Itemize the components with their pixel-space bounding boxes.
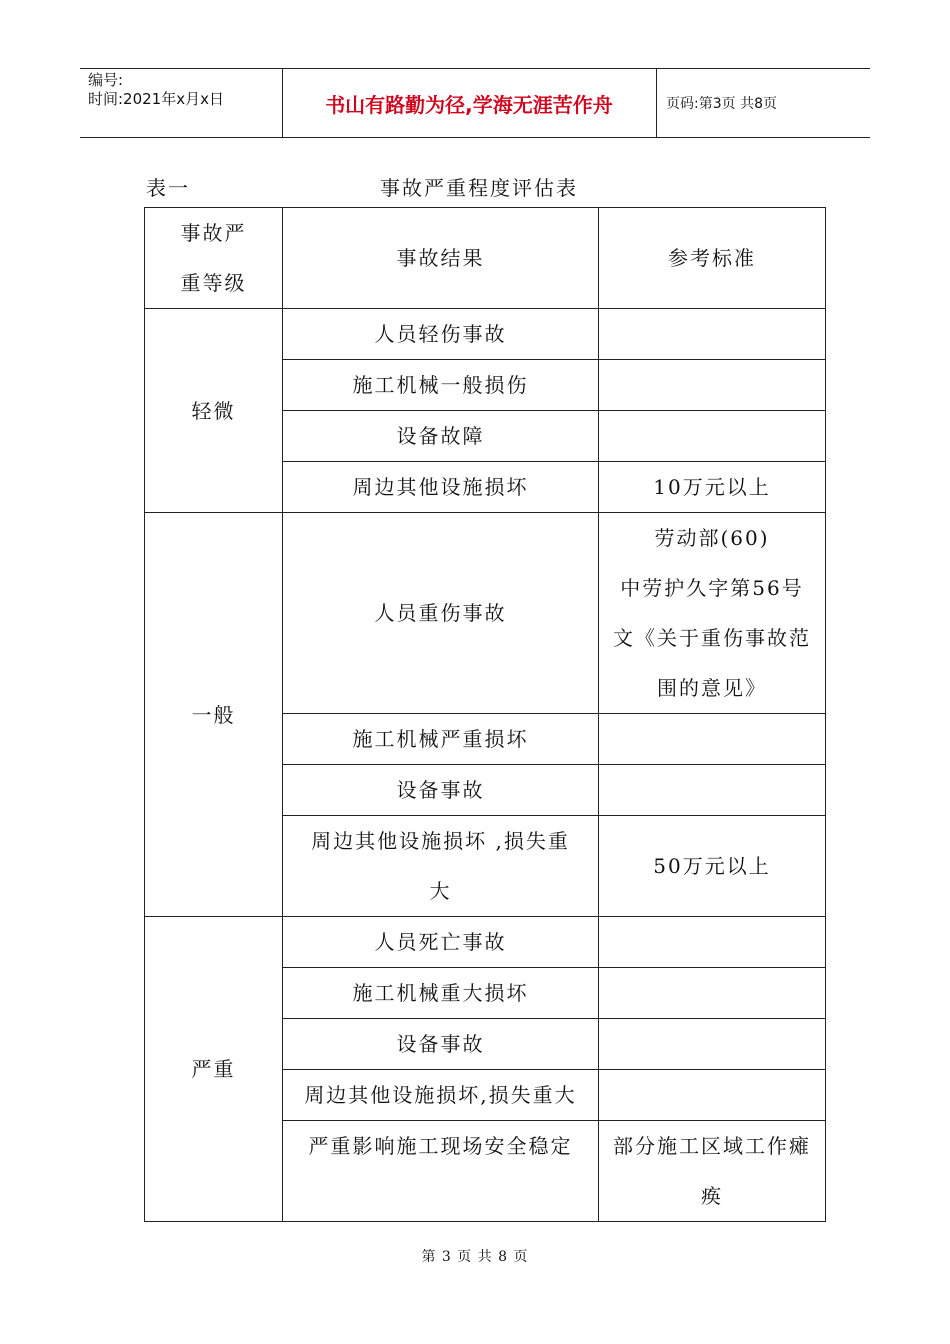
table-row: [145, 309, 826, 360]
result-cell: 设备事故: [283, 1019, 599, 1070]
standard-cell: 10万元以上: [599, 462, 826, 513]
header-divider: [656, 69, 657, 137]
result-cell: 人员死亡事故: [283, 917, 599, 968]
standard-cell: [599, 1070, 826, 1121]
level-general: 一般: [145, 513, 283, 917]
standard-cell: [599, 513, 826, 714]
result-cell: 施工机械一般损伤: [283, 360, 599, 411]
time-label: 时间:2021年x月x日: [88, 90, 224, 108]
header-motto: 书山有路勤为径,学海无涯苦作舟: [325, 92, 613, 117]
result-cell: 人员轻伤事故: [283, 309, 599, 360]
standard-cell: [599, 411, 826, 462]
severity-assessment-table: [144, 207, 826, 1222]
table-caption-label: 表一: [146, 176, 190, 200]
result-cell: 施工机械重大损坏: [283, 968, 599, 1019]
standard-line: 文《关于重伤事故范: [613, 626, 811, 650]
standard-cell: [599, 968, 826, 1019]
result-cell: 人员重伤事故: [283, 513, 599, 714]
result-cell: [283, 816, 599, 917]
standard-cell: [599, 309, 826, 360]
header-meta: [88, 71, 224, 109]
standard-line: 劳动部(60): [654, 526, 770, 550]
header-level-line2: 重等级: [180, 271, 247, 295]
result-cell: 周边其他设施损坏: [283, 462, 599, 513]
table-header-row: [145, 208, 826, 309]
standard-cell: [599, 917, 826, 968]
result-cell: 设备事故: [283, 765, 599, 816]
result-line: 大: [429, 879, 452, 903]
page-header: [80, 68, 870, 138]
header-level-line1: 事故严: [180, 221, 247, 245]
result-line: 周边其他设施损坏 ,损失重: [311, 829, 570, 853]
standard-cell: [599, 765, 826, 816]
standard-line: 围的意见》: [657, 676, 767, 700]
standard-cell: [599, 360, 826, 411]
header-standard: 参考标准: [599, 208, 826, 309]
standard-cell: [599, 1019, 826, 1070]
table-row: [145, 513, 826, 714]
standard-line: 痪: [701, 1184, 723, 1208]
header-result: 事故结果: [283, 208, 599, 309]
standard-cell: 50万元以上: [599, 816, 826, 917]
result-cell: 设备故障: [283, 411, 599, 462]
table-caption-title: 事故严重程度评估表: [380, 176, 578, 200]
standard-line: 部分施工区域工作瘫: [613, 1134, 811, 1158]
result-cell: 严重影响施工现场安全稳定: [283, 1121, 599, 1222]
table-row: [145, 917, 826, 968]
level-minor: 轻微: [145, 309, 283, 513]
header-page-info: 页码:第3页 共8页: [666, 96, 777, 112]
standard-line: 中劳护久字第56号: [620, 576, 804, 600]
result-cell: 周边其他设施损坏,损失重大: [283, 1070, 599, 1121]
result-cell: 施工机械严重损坏: [283, 714, 599, 765]
standard-cell: [599, 714, 826, 765]
standard-cell: [599, 1121, 826, 1222]
header-level: [145, 208, 283, 309]
number-label: 编号:: [88, 71, 124, 89]
level-severe: 严重: [145, 917, 283, 1222]
page-footer: 第 3 页 共 8 页: [421, 1249, 529, 1265]
